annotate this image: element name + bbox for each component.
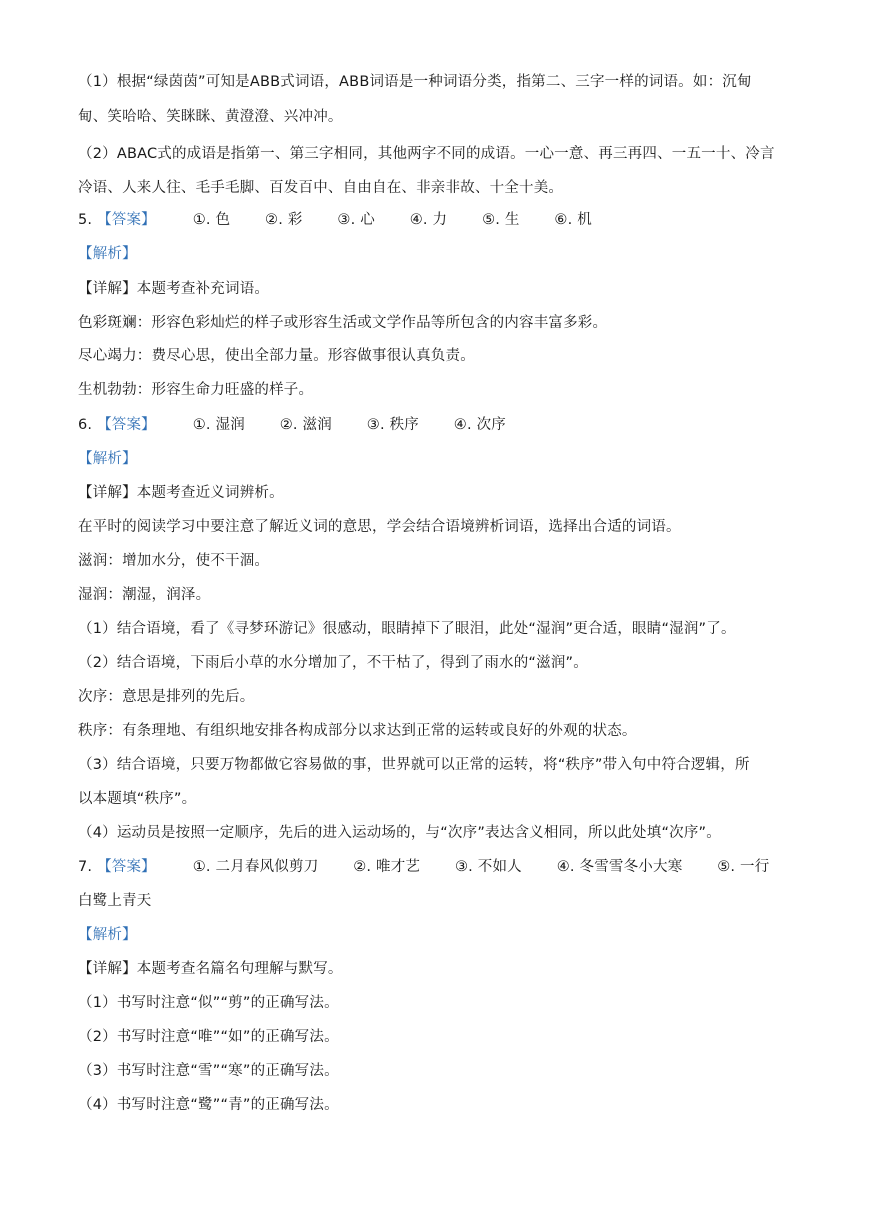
question-number: 6. [78, 417, 93, 433]
answer-item: ①. 二月春风似剪刀 [192, 859, 319, 875]
text-line: 滋润：增加水分，使不干涸。 [78, 553, 270, 569]
text-line: （1）根据“绿茵茵”可知是ABB式词语，ABB词语是一种词语分类，指第二、三字一样的词语。如：沉甸 [78, 74, 752, 90]
text-line: （2）ABAC式的成语是指第一、第三字相同，其他两字不同的成语。一心一意、再三再四、一五一十、冷言 [78, 146, 775, 162]
answer-item: ②. 滋润 [279, 417, 332, 433]
text-line: （1）结合语境，看了《寻梦环游记》很感动，眼睛掉下了眼泪，此处“湿润”更合适，眼睛“湿润”了。 [78, 621, 736, 637]
question-number: 5. [78, 212, 93, 228]
text-line: 甸、笑哈哈、笑眯眯、黄澄澄、兴冲冲。 [78, 109, 343, 125]
answer-item: ④. 力 [409, 212, 448, 228]
q5-answer-line [78, 208, 793, 232]
answer-item: ③. 不如人 [454, 859, 522, 875]
text-line: （2）结合语境，下雨后小草的水分增加了，不干枯了，得到了雨水的“滋润”。 [78, 655, 588, 671]
text-line: 在平时的阅读学习中要注意了解近义词的意思，学会结合语境辨析词语，选择出合适的词语。 [78, 519, 681, 535]
text-line: （4）书写时注意“鹭”“青”的正确写法。 [78, 1097, 339, 1113]
text-line: 尽心竭力：费尽心思，使出全部力量。形容做事很认真负责。 [78, 348, 475, 364]
answer-continuation: 白鹭上青天 [78, 893, 152, 909]
text-line: 冷语、人来人往、毛手毛脚、百发百中、自由自在、非亲非故、十全十美。 [78, 180, 564, 196]
text-line: （3）书写时注意“雪”“寒”的正确写法。 [78, 1063, 339, 1079]
q6-answer-line [78, 413, 793, 437]
answer-item: ⑥. 机 [554, 212, 592, 228]
answer-item: ②. 唯才艺 [353, 859, 421, 875]
answer-item: ①. 色 [192, 212, 231, 228]
detail-line: 【详解】本题考查补充词语。 [78, 281, 270, 297]
text-line: 秩序：有条理地、有组织地安排各构成部分以求达到正常的运转或良好的外观的状态。 [78, 723, 637, 739]
answer-item: ③. 秩序 [366, 417, 419, 433]
answer-tag: 【答案】 [97, 212, 156, 228]
analysis-tag: 【解析】 [78, 927, 137, 943]
answer-item: ③. 心 [337, 212, 375, 228]
q7-answer-line [78, 855, 793, 879]
text-line: 生机勃勃：形容生命力旺盛的样子。 [78, 382, 314, 398]
analysis-tag: 【解析】 [78, 246, 137, 262]
answer-tag: 【答案】 [97, 859, 156, 875]
text-line: （1）书写时注意“似”“剪”的正确写法。 [78, 995, 339, 1011]
detail-line: 【详解】本题考查名篇名句理解与默写。 [78, 961, 343, 977]
answer-item: ⑤. 一行 [717, 859, 770, 875]
analysis-tag: 【解析】 [78, 451, 137, 467]
answer-item: ⑤. 生 [482, 212, 520, 228]
text-line: 湿润：潮湿，润泽。 [78, 587, 211, 603]
detail-line: 【详解】本题考查近义词辨析。 [78, 485, 284, 501]
answer-item: ②. 彩 [265, 212, 303, 228]
answer-item: ④. 次序 [453, 417, 506, 433]
answer-tag: 【答案】 [97, 417, 156, 433]
text-line: （4）运动员是按照一定顺序，先后的进入运动场的，与“次序”表达含义相同，所以此处填“次序”。 [78, 825, 721, 841]
answer-item: ①. 湿润 [192, 417, 245, 433]
text-line: 以本题填“秩序”。 [78, 791, 197, 807]
text-line: 色彩斑斓：形容色彩灿烂的样子或形容生活或文学作品等所包含的内容丰富多彩。 [78, 315, 608, 331]
answer-item: ④. 冬雪雪冬小大寒 [556, 859, 683, 875]
question-number: 7. [78, 859, 93, 875]
text-line: 次序：意思是排列的先后。 [78, 689, 255, 705]
text-line: （3）结合语境，只要万物都做它容易做的事，世界就可以正常的运转，将“秩序”带入句中符合逻辑，所 [78, 757, 750, 773]
text-line: （2）书写时注意“唯”“如”的正确写法。 [78, 1029, 339, 1045]
